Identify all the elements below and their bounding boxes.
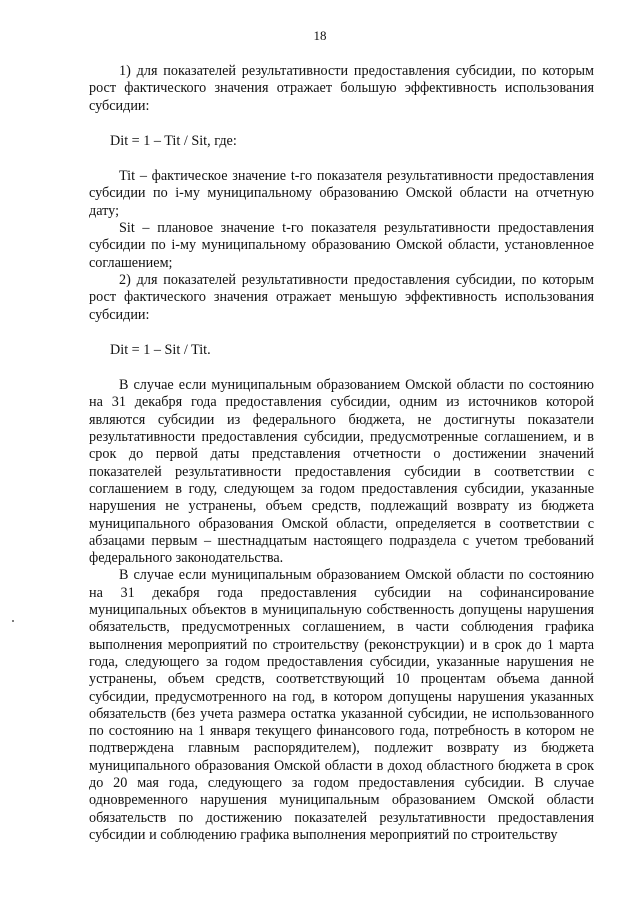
paragraph-construction-violation: В случае если муниципальным образованием Омской области по состоянию на 31 декабря года предоставления субсидии на софинансирование муниципальных объектов в муниципальную собственность допущены нарушения обязательств, предусмотренных соглашением, в части соблюдения графика выполнения мероприятий по строительству (реконструкции) и в срок до 1 марта года, следующего за годом предоставления субсидии, указанные нарушения не устранены, объем средств, соответствующий 10 процентам объема данной субсидии, предусмотренного на год, в котором допущены нарушения указанных обязательств (без учета размера остатка указанной субсидии, не использованного по состоянию на 1 января текущего финансового года, потребность в котором не подтверждена главным распорядителем), подлежит возврату из бюджета муниципального образования Омской области в доход областного бюджета в срок до 20 мая года, следующего за годом предоставления субсидии. В случае одновременного нарушения муниципальным образованием Омской области обязательств по достижению показателей результативности предоставления субсидии и соблюдению графика выполнения мероприятий по строительству xyxy=(89,567,594,843)
paragraph-item-1: 1) для показателей результативности предоставления субсидии, по которым рост фактического значения отражает большую эффективность использования субсидии: xyxy=(89,63,594,114)
page-number: 18 xyxy=(313,28,327,43)
paragraph-federal-return: В случае если муниципальным образованием Омской области по состоянию на 31 декабря года предоставления субсидии, одним из источников которой являются субсидии из федерального бюджета, не достигнуты показатели результативности предоставления субсидии, предусмотренные соглашением, и в срок до первой даты представления отчетности о достижении значений показателей результативности предоставления субсидии в соответствии с соглашением в году, следующем за годом предоставления субсидии, указанные нарушения не устранены, объем средств, подлежащий возврату из бюджета муниципального образования Омской области, определяется в соответствии с абзацами первым – шестнадцатым настоящего подраздела с учетом требований федерального законодательства. xyxy=(89,377,594,567)
formula-inverse: Dit = 1 – Sit / Tit. xyxy=(110,341,211,358)
definition-tit: Tit – фактическое значение t-го показателя результативности предоставления субсидии по i-му муниципальному образованию Омской области на отчетную дату; xyxy=(89,168,594,219)
scan-speck xyxy=(12,620,14,622)
definition-sit: Sit – плановое значение t-го показателя результативности предоставления субсидии по i-му муниципальному образованию Омской области, установленное соглашением; xyxy=(89,220,594,271)
page-body xyxy=(89,63,594,844)
formula-direct: Dit = 1 – Tit / Sit, где: xyxy=(110,132,237,149)
paragraph-item-2: 2) для показателей результативности предоставления субсидии, по которым рост фактического значения отражает меньшую эффективность использования субсидии: xyxy=(89,271,594,323)
